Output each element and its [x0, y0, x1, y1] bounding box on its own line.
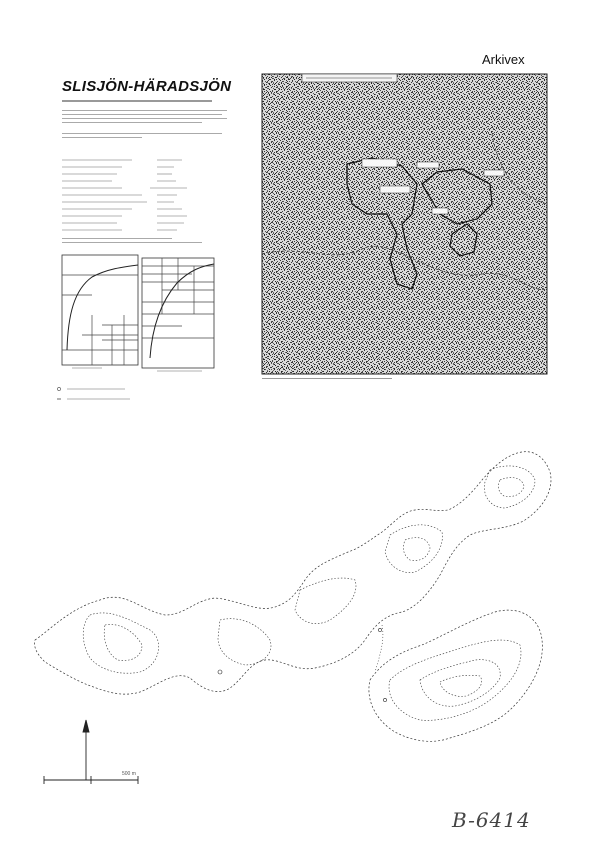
depth-contour-middle-1 — [218, 619, 271, 665]
depth-contour-east-2 — [420, 660, 500, 707]
islet-1 — [218, 670, 222, 674]
archive-label: Arkivex — [482, 52, 525, 67]
shoreline-west — [35, 452, 551, 694]
depth-contour-middle-2 — [295, 578, 356, 624]
shoreline-east — [369, 610, 542, 741]
survey-note — [62, 238, 227, 243]
statistics-lines — [62, 158, 227, 233]
depth-contour-north-2 — [403, 538, 430, 561]
islet-2 — [378, 628, 381, 631]
scale-bar-end-label: 500 m — [122, 771, 136, 777]
lake-statistics — [62, 158, 227, 233]
area-depth-curve-chart — [62, 255, 140, 370]
depth-contour-east-3 — [440, 675, 482, 696]
handwritten-code: B-6414 — [452, 808, 531, 832]
depth-contour-northeast-2 — [498, 478, 524, 497]
depth-contour-west-2 — [104, 624, 142, 660]
overview-map-graphic — [262, 74, 547, 374]
north-arrow — [83, 720, 89, 780]
depth-contour-east-1 — [389, 640, 521, 720]
overview-map-caption — [262, 376, 462, 379]
bathymetric-depth-map — [30, 440, 560, 777]
depth-contour-north-1 — [385, 525, 442, 573]
depth-contour-northeast-1 — [484, 466, 535, 508]
scale-bar — [44, 776, 138, 784]
depth-contour-west-1 — [83, 613, 158, 673]
map-legend — [55, 386, 175, 406]
lake-title: SLISJÖN-HÄRADSJÖN — [62, 78, 232, 95]
islet-3 — [383, 698, 386, 701]
volume-depth-curve-chart — [142, 258, 220, 373]
info-text-block — [62, 100, 227, 138]
connecting-stream — [375, 625, 383, 672]
